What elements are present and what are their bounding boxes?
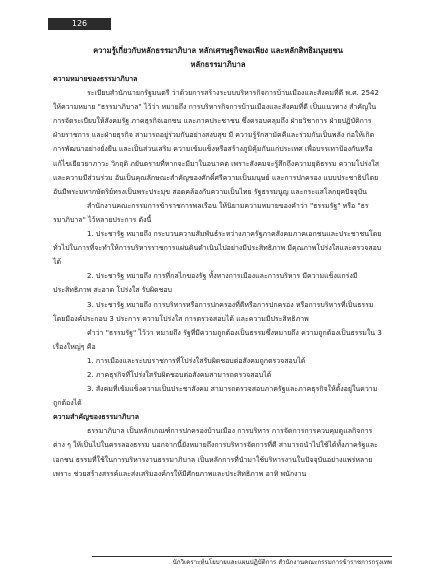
paragraph: คำว่า "ธรรมรัฐ" ไว้ว่า หมายถึง รัฐที่มีความถูกต้องเป็นธรรมซึ่งหมายถึง ความถูกต้องเป็นธรรมใน 3 เรื่องใหญ่ๆ คือ	[53, 328, 382, 351]
list-item: 3. ประชารัฐ หมายถึง การบริหารหรือการปกครองที่ดีหรือการปกครอง หรือการบริหารที่เป็นธรรม โดยมีองค์ประกอบ 3 ประการ ความโปร่งใส การตรวจสอบได้ และความมีประสิทธิภาพ	[53, 300, 374, 323]
section-heading-meaning: ความหมายของธรรมาภิบาล	[53, 75, 138, 83]
page-title: ความรู้เกี่ยวกับหลักธรรมาภิบาล หลักเศรษฐกิจพอเพียง และหลักสิทธิมนุษยชน	[93, 46, 343, 55]
paragraph: ระเบียบสำนักนายกรัฐมนตรี ว่าด้วยการสร้างระบบบริหารกิจการบ้านเมืองและสังคมที่ดี พ.ศ. 2542 ให้ความหมาย "ธรรมาภิบาล" ไว้ว่า หมายถึง การบริหารกิจการบ้านเมืองและสังคมที่ดี เป็นแนวทาง สำคัญในการจัดระเบียบให้สังคมรัฐ ภาคธุรกิจเอกชน และภาคประชาชน ซึ่งครอบคลุมถึง ฝ่ายวิชาการ ฝ่ายปฏิบัติการ ฝ่ายราชการ และฝ่ายธุรกิจ สามารถอยู่ร่วมกันอย่างสงบสุข มี ความรู้รักสามัคคีและร่วมกันเป็นพลัง ก่อให้เกิดการพัฒนาอย่างยั่งยืน และเป็นส่วนเสริม ความเข้มแข็งหรือสร้างภูมิคุ้มกันแก่ประเทศ เพื่อบรรเทาป้องกันหรือแก้ไขเยียวยาภาวะ วิกฤติ ภยันตรายที่หากจะมีมาในอนาคต เพราะสังคมจะรู้สึกถึงความยุติธรรม ความโปร่งใส และความมีส่วนร่วม อันเป็นคุณลักษณะสำคัญของศักดิ์ศรีความเป็นมนุษย์ และการปกครอง แบบประชาธิปไตยอันมีพระมหากษัตริย์ทรงเป็นพระประมุข สอดคล้องกับความเป็นไทย รัฐธรรมนูญ และกระแสโลกยุคปัจจุบัน	[53, 89, 379, 196]
sub-list-item: 2. ภาคธุรกิจที่โปร่งใสรับผิดชอบต่อสังคมสามารถตรวจสอบได้	[87, 370, 272, 379]
sub-list-item: 3. สังคมที่เข้มแข็งความเป็นประชาสังคม สามารถตรวจสอบภาครัฐและภาคธุรกิจให้ตั้งอยู่ในความถูกต้องได้	[53, 385, 378, 408]
page-number-badge: 126	[48, 18, 111, 30]
document-body	[53, 44, 383, 481]
paragraph: ธรรมาภิบาล เป็นหลักเกณฑ์การปกครองบ้านเมือง การบริหาร การจัดการการควบคุมดูแลกิจการต่าง ๆ ให้เป็นไปในครรลองธรรม นอกจากนี้ยังหมายถึงการบริหารจัดการที่ดี สามารถนำไปใช้ได้ทั้งภาครัฐและเอกชน ธรรมที่ใช้ในการบริหารงานธรรมาภิบาล เป็นหลักการที่นำมาใช้บริหารงานในปัจจุบันอย่างแพร่หลาย เพราะ ช่วยสร้างสรรค์และส่งเสริมองค์กรให้มีศักยภาพและประสิทธิภาพ อาทิ พนักงาน	[53, 427, 378, 478]
list-item: 2. ประชารัฐ หมายถึง การที่กลไกของรัฐ ทั้งทางการเมืองและการบริหาร มีความแข็งแกร่งมีประสิทธิภาพ สะอาด โปร่งใส รับผิดชอบ	[53, 272, 358, 295]
list-item: 1. ประชารัฐ หมายถึง กระบวนความสัมพันธ์ระหว่างภาครัฐภาคสังคมภาคเอกชนและประชาชนโดยทั่วไปในการที่จะทำให้การบริหารราชการแผ่นดินดำเนินไปอย่างมีประสิทธิภาพ มีคุณภาพโปร่งใสและตรวจสอบได้	[53, 230, 382, 267]
page-footer: นักวิเคราะห์นโยบายและแผนปฏิบัติการ สำนักงานคณะกรรมการข้าราชการกรุงเทพ	[92, 556, 392, 569]
page-subtitle: หลักธรรมาภิบาล	[190, 60, 246, 69]
section-heading-importance: ความสำคัญของธรรมาภิบาล	[53, 413, 140, 422]
sub-list-item: 1. การเมืองและระบบราชการที่โปร่งใสรับผิดชอบต่อสังคมถูกตรวจสอบได้	[87, 356, 306, 365]
paragraph: สำนักงานคณะกรรมการข้าราชการพลเรือน ให้นิยามความหมายของคำว่า "ธรรมรัฐ" หรือ "ธรรมาภิบาล" ไว้หลายประการ ดังนี้	[53, 201, 369, 224]
